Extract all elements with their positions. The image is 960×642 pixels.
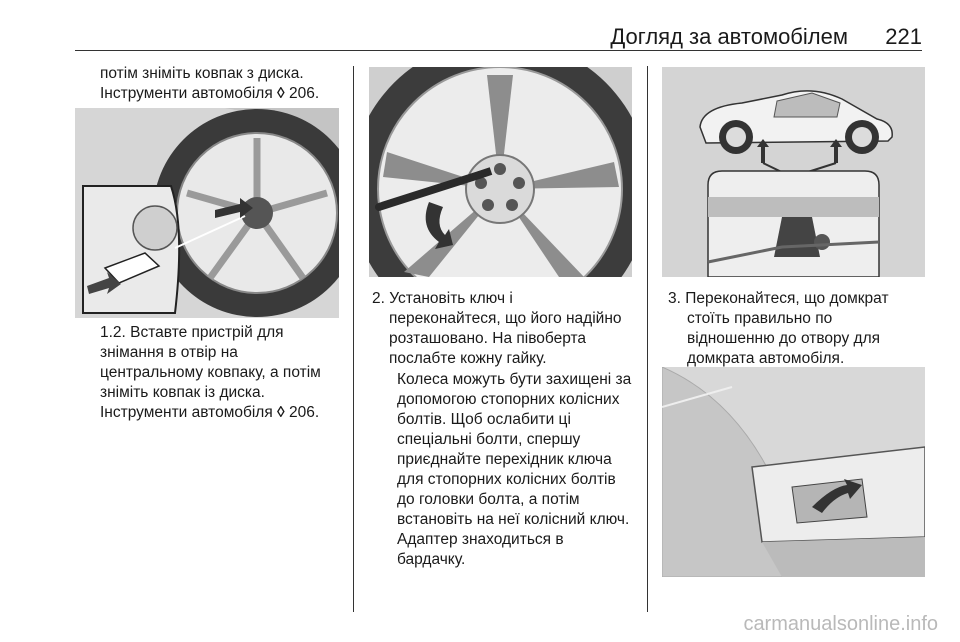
col1-step-ref[interactable]: 206. [284, 404, 320, 421]
col3-step [668, 289, 930, 369]
col1-intro-text: Інструменти автомобіля [100, 85, 278, 102]
col2-note-line: болтів. Щоб ослабити ці [397, 411, 571, 428]
watermark: carmanualsonline.info [743, 613, 938, 635]
col2-note-line: Адаптер знаходиться в [397, 531, 564, 548]
col2-note-line: встановіть на неї колісний ключ. [397, 511, 630, 528]
xref-icon[interactable]: ◊ [277, 85, 285, 102]
col3-step-line: 3. Переконайтеся, що домкрат [668, 290, 889, 307]
col2-step-line: розташовано. На півоберта [389, 330, 587, 347]
col1-intro [100, 64, 345, 104]
col2-note-line: до головки болта, а потім [397, 491, 580, 508]
hubcap-removal-illustration [75, 108, 339, 318]
col3-step-line: стоїть правильно по [687, 310, 833, 327]
col1-step-ref-line [100, 403, 345, 423]
col2-note-line: спеціальні болти, спершу [397, 431, 581, 448]
xref-icon[interactable]: ◊ [277, 404, 285, 421]
col2-step-line: переконайтеся, що його надійно [389, 310, 622, 327]
col1-step [100, 323, 345, 423]
col1-step-line: центральному ковпаку, а потім [100, 364, 321, 381]
col2-step [372, 289, 642, 369]
col1-step-line: 1.2. Вставте пристрій для [100, 324, 284, 341]
col1-intro-line2 [100, 84, 345, 104]
col3-step-line: відношенню до отвору для [687, 330, 881, 347]
col2-step-line: 2. Установіть ключ і [372, 290, 513, 307]
col1-intro-ref[interactable]: 206. [284, 85, 320, 102]
col2-step-line: послабте кожну гайку. [389, 350, 547, 367]
col3-step-line: домкрата автомобіля. [687, 350, 845, 367]
column-divider-1 [353, 66, 354, 612]
col1-step-ref-text: Інструменти автомобіля [100, 404, 278, 421]
col1-intro-line1: потім зніміть ковпак з диска. [100, 65, 304, 82]
col2-note-line: бардачку. [397, 551, 466, 568]
col2-note [397, 370, 647, 570]
col2-note-line: приєднайте перехідник ключа [397, 451, 612, 468]
jack-point-illustration [662, 367, 925, 577]
jack-position-illustration [662, 67, 925, 277]
col1-step-line: знімання в отвір на [100, 344, 238, 361]
column-divider-2 [647, 66, 648, 612]
header-rule [75, 50, 922, 51]
wheel-wrench-illustration [369, 67, 632, 277]
col2-note-line: Колеса можуть бути захищені за [397, 371, 632, 388]
col2-note-line: для стопорних колісних болтів [397, 471, 616, 488]
col2-note-line: допомогою стопорних колісних [397, 391, 620, 408]
page-number: 221 [885, 24, 922, 49]
section-title: Догляд за автомобілем [610, 24, 848, 49]
col1-step-line: зніміть ковпак із диска. [100, 384, 265, 401]
